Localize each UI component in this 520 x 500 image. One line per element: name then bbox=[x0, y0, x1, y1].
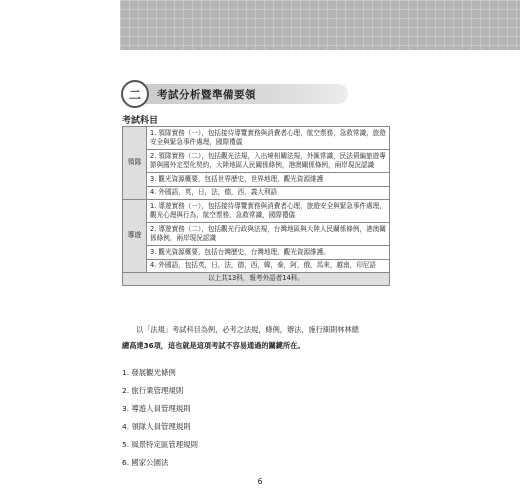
list-item: 1. 發展觀光條例 bbox=[122, 368, 176, 377]
table-row bbox=[123, 186, 390, 200]
table-cell bbox=[147, 259, 390, 273]
subtitle: 考試科目 bbox=[122, 116, 159, 126]
subject-item: 4. 外國語，包括英，日，法，德，西，韓，泰，阿，俄，馬來，越南，印尼語 bbox=[150, 261, 376, 269]
list-item: 5. 風景特定區管理規則 bbox=[122, 440, 198, 449]
table-cell bbox=[147, 150, 390, 173]
table-row bbox=[123, 150, 390, 173]
table-row bbox=[123, 200, 390, 223]
exam-subjects-table bbox=[122, 126, 390, 286]
section-title: 考試分析暨準備要領 bbox=[157, 89, 256, 101]
table-cell bbox=[147, 173, 390, 187]
paragraph-intro: 以「法規」考試科目為例，必考之法規，條例，辦法，施行細則林林總 bbox=[136, 325, 359, 334]
subject-item: 2. 領隊實務（二），包括觀光法規，入出境相關法規，外匯常識，民法債編旅遊專節與國外定型化契約，大陸地區人民關係條例，港澳關係條例，兩岸現況認識 bbox=[150, 151, 386, 169]
group-label-tour-leader: 領隊 bbox=[123, 127, 147, 200]
table-row bbox=[123, 273, 390, 286]
list-item: 2. 旅行業管理規則 bbox=[122, 386, 184, 395]
list-item: 3. 導遊人員管理規則 bbox=[122, 404, 191, 413]
table-cell bbox=[147, 223, 390, 246]
subject-item: 1. 領隊實務（一），包括接待導覽實務與消費者心理，航空票務，急救常識，旅遊安全與緊急事件處理，國際禮儀 bbox=[150, 128, 386, 146]
subject-item: 1. 導遊實務（一），包括接待導覽實務與消費者心理，旅遊安全與緊急事件處理，觀光心理與行為，航空票務，急救常識，國際禮儀 bbox=[150, 201, 386, 219]
subject-item: 2. 導遊實務（二），包括觀光行政與法規，台灣地區與大陸人民關係條例，港澳關係條例，兩岸現況認識 bbox=[150, 224, 386, 242]
table-footnote: 以上共13科，報考外語者14科。 bbox=[123, 273, 390, 286]
subject-item: 4. 外國語，英，日，法，德，西，義大利語 bbox=[150, 188, 278, 196]
table-row bbox=[123, 173, 390, 187]
subject-item: 3. 觀光資源概要，包括世界歷史，世界地理，觀光資源維護 bbox=[150, 174, 324, 183]
table-cell bbox=[147, 246, 390, 260]
header-pattern-band bbox=[120, 0, 520, 50]
table-row bbox=[123, 246, 390, 260]
page-number: 6 bbox=[257, 477, 263, 486]
section-number-badge bbox=[121, 80, 149, 108]
list-item: 4. 領隊人員管理規則 bbox=[122, 422, 191, 431]
list-item: 6. 國家公園法 bbox=[122, 458, 169, 467]
table-row bbox=[123, 259, 390, 273]
table-cell bbox=[147, 200, 390, 223]
table-cell bbox=[147, 127, 390, 150]
regulation-list bbox=[122, 368, 198, 476]
paragraph-emphasis: 總高達36項，這也就是這項考試不容易通過的關鍵所在。 bbox=[122, 341, 305, 350]
table-row bbox=[123, 127, 390, 150]
section-number: 二 bbox=[128, 87, 141, 102]
table-row bbox=[123, 223, 390, 246]
table-cell bbox=[147, 186, 390, 200]
group-label-tour-guide: 導遊 bbox=[123, 200, 147, 273]
subject-item: 3. 觀光資源概要，包括台灣歷史，台灣地理，觀光資源維護。 bbox=[150, 247, 330, 256]
